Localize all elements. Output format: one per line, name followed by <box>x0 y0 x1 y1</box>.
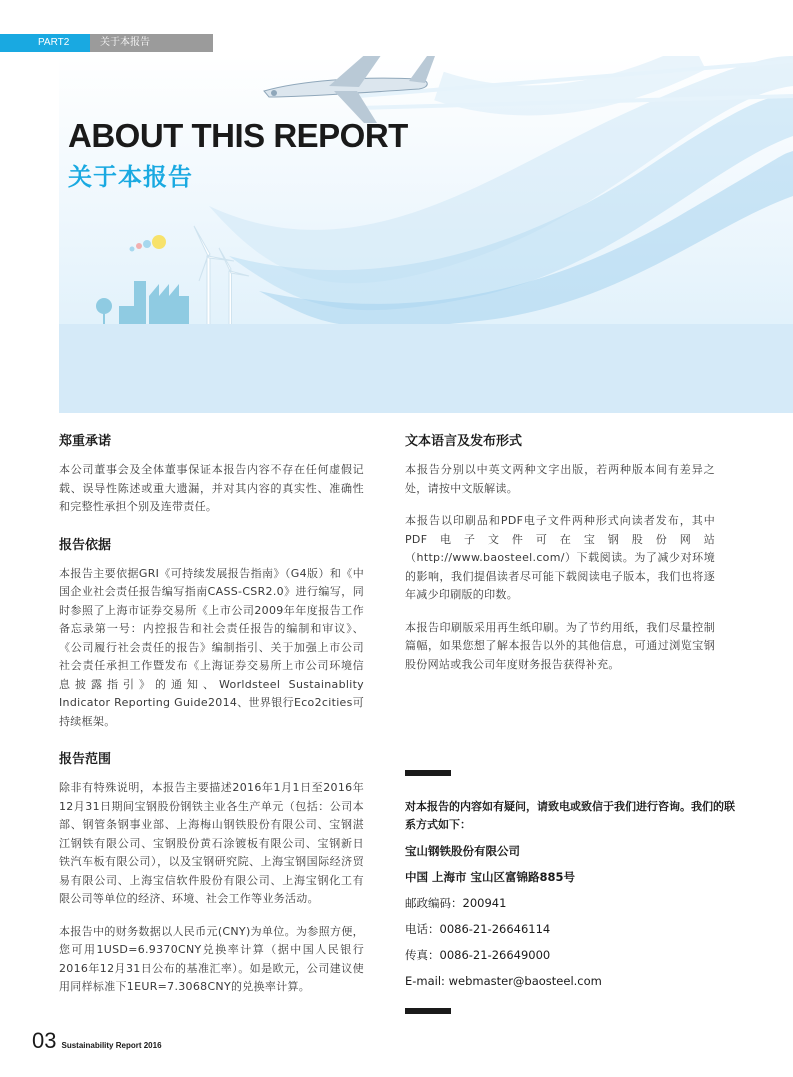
divider-bar <box>405 770 451 776</box>
section-label: 关于本报告 <box>90 34 213 52</box>
page-title-en: ABOUT THIS REPORT <box>68 117 408 154</box>
section-heading: 郑重承诺 <box>59 434 112 449</box>
hero-banner <box>59 56 793 413</box>
part-tab <box>0 34 213 52</box>
contact-email[interactable]: E-mail: webmaster@baosteel.com <box>405 974 602 988</box>
wind-turbine-icon <box>194 226 249 326</box>
section-heading: 文本语言及发布形式 <box>405 434 523 449</box>
page-title-cn: 关于本报告 <box>68 163 193 191</box>
section-body: 本报告印刷版采用再生纸印刷。为了节约用纸，我们尽量控制篇幅，如果您想了解本报告以外的其他信息，可通过浏览宝钢股份网站或我公司年度财务报告获得补充。 <box>405 620 715 671</box>
contact-postcode: 邮政编码：200941 <box>405 896 507 910</box>
divider-bar <box>405 1008 451 1014</box>
section-body: 本报告以印刷品和PDF电子文件两种形式向读者发布，其中PDF电子文件可在宝钢股份网站（http://www.baosteel.com/）下载阅读。为了减少对环境的影响，我们提倡读者尽可能下载阅读电子版本，我们也将逐年减少印刷版的印数。 <box>405 514 715 601</box>
right-column <box>405 433 715 674</box>
contact-fax: 传真：0086-21-26649000 <box>405 948 551 962</box>
page-number: 03 <box>32 1028 57 1053</box>
hero-ground <box>59 324 793 413</box>
contact-block <box>405 770 735 990</box>
section-heading: 报告范围 <box>59 752 112 767</box>
section-body: 本公司董事会及全体董事保证本报告内容不存在任何虚假记载、误导性陈述或重大遗漏，并对其内容的真实性、准确性和完整性承担个别及连带责任。 <box>59 463 364 513</box>
section-body: 除非有特殊说明，本报告主要描述2016年1月1日至2016年12月31日期间宝钢股份钢铁主业各生产单元（包括：公司本部、钢管条钢事业部、上海梅山钢铁股份有限公司、宝钢湛江钢铁有限公司、宝钢股份黄石涂镀板有限公司、宝钢新日铁汽车板有限公司），以及宝钢研究院、上海宝钢国际经济贸易有限公司、上海宝信软件股份有限公司、上海宝钢化工有限公司等单位的经济、环境、社会工作等业务活动。 <box>59 781 364 905</box>
contact-tel: 电话：0086-21-26646114 <box>405 922 551 936</box>
contact-company: 宝山钢铁股份有限公司 <box>405 844 520 858</box>
section-body: 本报告中的财务数据以人民币元(CNY)为单位。为参照方便，您可用1USD=6.9370CNY兑换率计算（据中国人民银行2016年12月31日公布的基准汇率）。如是欧元，公司建议使用同样标准下1EUR=7.3068CNY的兑换率计算。 <box>59 924 364 993</box>
section-body: 本报告分别以中英文两种文字出版，若两种版本间有差异之处，请按中文版解读。 <box>405 463 715 495</box>
factory-icon <box>96 235 189 326</box>
left-column <box>59 433 364 997</box>
page-footer <box>32 1028 162 1054</box>
report-name: Sustainability Report 2016 <box>61 1041 162 1050</box>
contact-intro: 对本报告的内容如有疑问，请致电或致信于我们进行咨询。我们的联系方式如下： <box>405 800 735 831</box>
section-heading: 报告依据 <box>59 537 112 553</box>
part-label: PART2 <box>0 34 90 52</box>
airplane-icon <box>264 56 435 123</box>
contact-address: 中国 上海市 宝山区富锦路885号 <box>405 870 576 884</box>
section-body: 本报告主要依据GRI《可持续发展报告指南》（G4版）和《中国企业社会责任报告编写指南CASS-CSR2.0》进行编写，同时参照了上海市证券交易所《上市公司2009年年度报告工作备忘录第一号：内控报告和社会责任报告的编制和审议》、《公司履行社会责任的报告》编制指引、关于加强上市公司社会责任承担工作暨发布《上海证券交易所上市公司环境信息披露指引》的通知、Worldsteel Sustainablity Indicator Reporting Guide2014、世界银行Eco2cities可持续框架。 <box>59 566 364 728</box>
